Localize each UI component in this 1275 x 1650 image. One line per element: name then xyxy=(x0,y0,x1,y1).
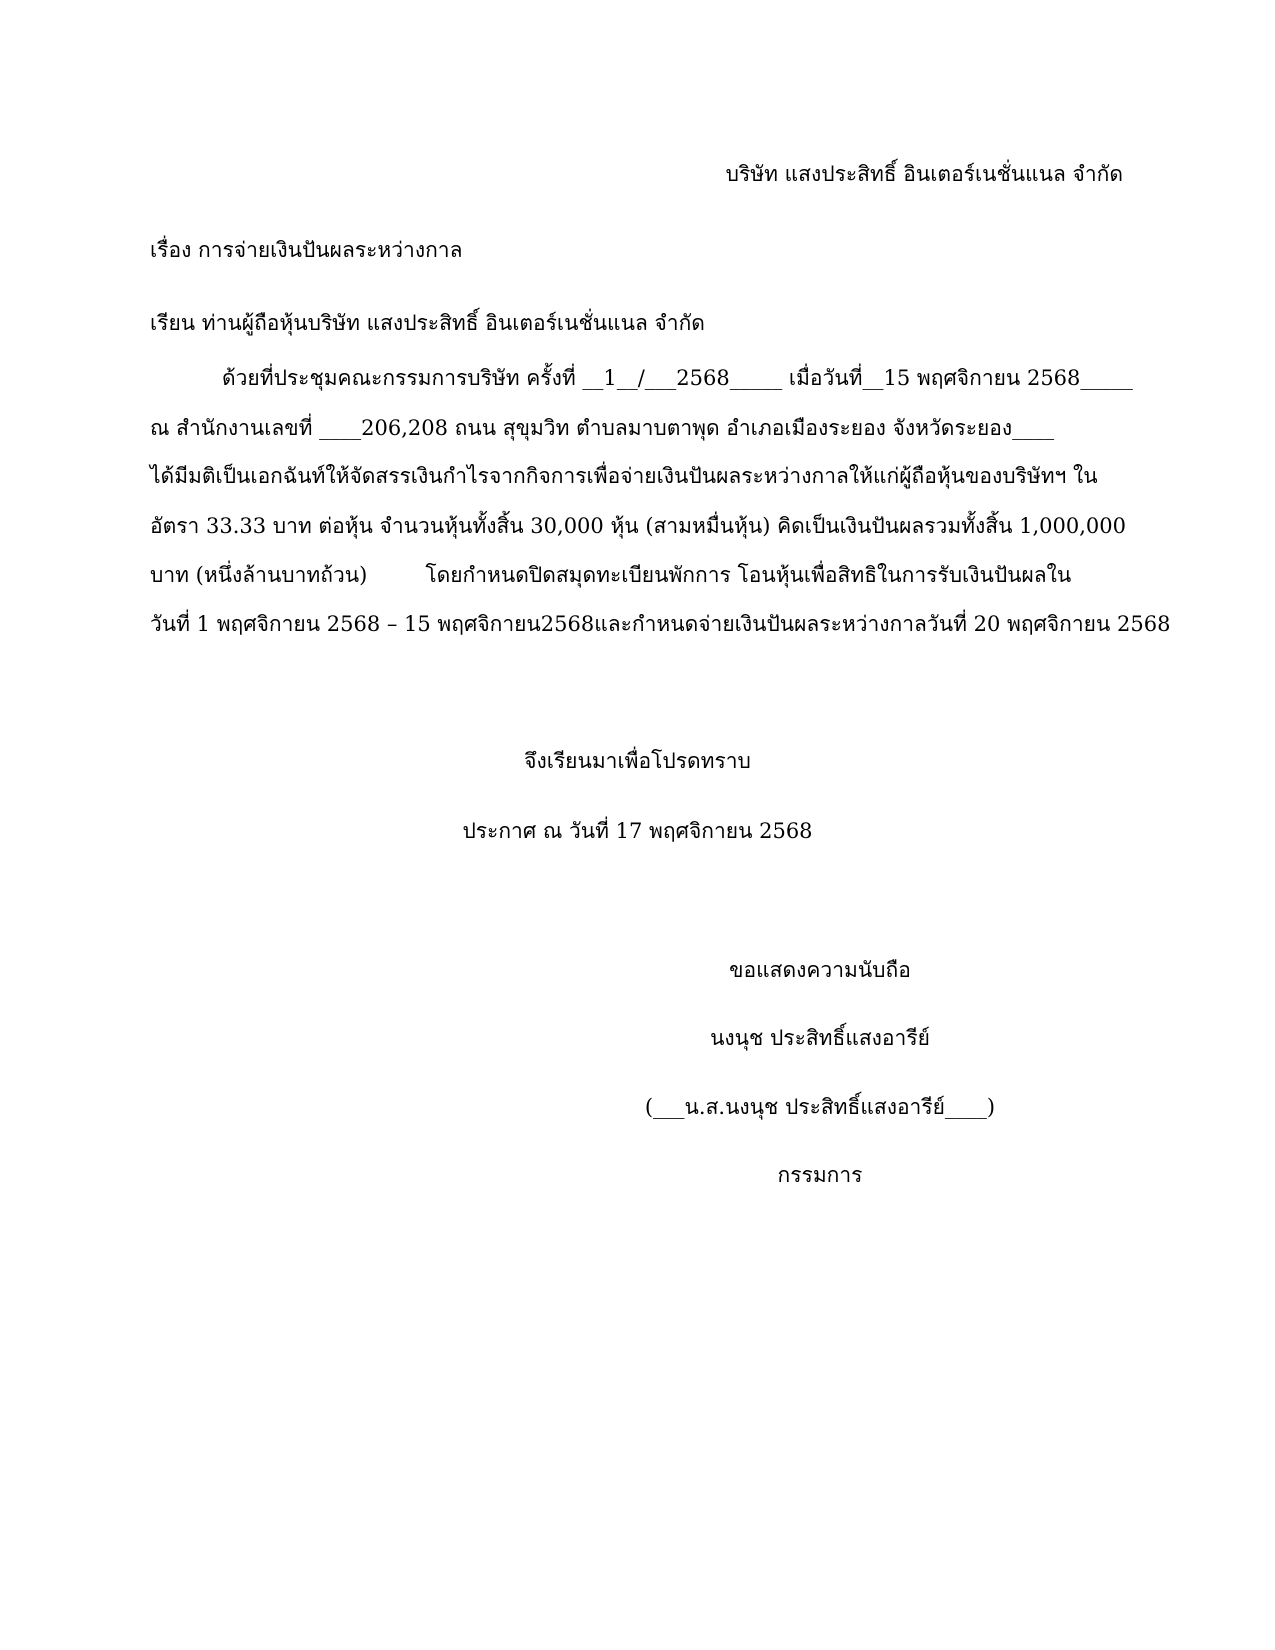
regards-line: ขอแสดงความนับถือ xyxy=(729,958,911,982)
announcement-date: ประกาศ ณ วันที่ 17 พฤศจิกายน 2568 xyxy=(462,819,813,843)
body-line-5-part-b: โดยกำหนดปิดสมุดทะเบียนพักการ โอนหุ้นเพื่อสิทธิในการรับเงินปันผลใน xyxy=(425,563,1072,587)
signed-name: นงนุช ประสิทธิ์แสงอารีย์ xyxy=(710,1026,930,1050)
signer-position: กรรมการ xyxy=(777,1163,863,1187)
closing-inform: จึงเรียนมาเพื่อโปรดทราบ xyxy=(524,749,751,773)
body-line-5 xyxy=(150,559,1071,592)
salutation-line: เรียน ท่านผู้ถือหุ้นบริษัท แสงประสิทธิ์ อินเตอร์เนชั่นแนล จำกัด xyxy=(150,311,705,335)
body-line-5-part-a: บาท (หนึ่งล้านบาทถ้วน) xyxy=(150,563,368,587)
body-line-2: ณ สำนักงานเลขที่ ____206,208 ถนน สุขุมวิท ตำบลมาบตาพุด อำเภอเมืองระยอง จังหวัดระยอง____ xyxy=(150,416,1055,440)
company-name: บริษัท แสงประสิทธิ์ อินเตอร์เนชั่นแนล จำกัด xyxy=(725,162,1123,186)
body-line-4: อัตรา 33.33 บาท ต่อหุ้น จำนวนหุ้นทั้งสิ้น 30,000 หุ้น (สามหมื่นหุ้น) คิดเป็นเงินปันผลรวมทั้งสิ้น 1,000,000 xyxy=(150,514,1127,538)
subject-line: เรื่อง การจ่ายเงินปันผลระหว่างกาล xyxy=(150,238,463,262)
body-line-6: วันที่ 1 พฤศจิกายน 2568 – 15 พฤศจิกายน2568และกำหนดจ่ายเงินปันผลระหว่างกาลวันที่ 20 พฤศจิกายน 2568 xyxy=(150,612,1171,636)
printed-name: (___น.ส.นงนุช ประสิทธิ์แสงอารีย์____) xyxy=(644,1095,996,1119)
body-line-1: ด้วยที่ประชุมคณะกรรมการบริษัท ครั้งที่ __1__/___2568_____ เมื่อวันที่__15 พฤศจิกายน 2568_____ xyxy=(222,366,1133,390)
body-line-3: ได้มีมติเป็นเอกฉันท์ให้จัดสรรเงินกำไรจากกิจการเพื่อจ่ายเงินปันผลระหว่างกาลให้แก่ผู้ถือหุ้นของบริษัทฯ ใน xyxy=(150,464,1098,488)
